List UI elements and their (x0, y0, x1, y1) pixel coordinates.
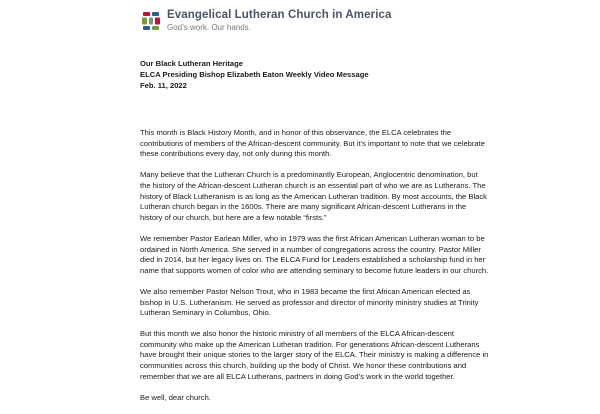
paragraph: Many believe that the Lutheran Church is a predominantly European, Anglocentric denomination, but the history of the African-descent Lutheran church is an essential part of who we are as Lutherans. The history of Black Lutheranism is as long as the American Lutheran tradition. By most accounts, the Black Lutheran church began in the 1600s. There are many significant African-descent Lutherans in the history of our church, but here are a few notable “firsts.” (140, 170, 487, 222)
letterhead (140, 10, 392, 32)
document-subtitle: ELCA Presiding Bishop Elizabeth Eaton Weekly Video Message (140, 70, 369, 79)
paragraph: But this month we also honor the historic ministry of all members of the ELCA African-descent community who make up the American Lutheran tradition. For generations African-descent Lutherans have brought their unique stories to the larger story of the ELCA. Their ministry is making a difference in communities across this church, building up the body of Christ. We honor these contributions and remember that we are all ELCA Lutherans, partners in doing God’s work in the world together. (140, 329, 489, 381)
document-heading (140, 58, 369, 91)
organization-name: Evangelical Lutheran Church in America (167, 9, 392, 21)
paragraph: We also remember Pastor Nelson Trout, who in 1983 became the first African American elected as bishop in U.S. Lutheranism. He served as professor and director of minority ministry studies at Trinity Lutheran Seminary in Columbus, Ohio. (140, 286, 479, 318)
elca-cross-logo-icon (140, 10, 162, 32)
document-date: Feb. 11, 2022 (140, 81, 187, 90)
document-title: Our Black Lutheran Heritage (140, 59, 243, 68)
paragraph: This month is Black History Month, and in honor of this observance, the ELCA celebrates the contributions of members of the African-descent community. But it’s important to note that we celebrate these contributions every day, not only during this month. (140, 128, 485, 159)
organization-block (167, 10, 392, 32)
closing-line: Be well, dear church. (140, 392, 211, 402)
paragraph: We remember Pastor Earlean Miller, who in 1979 was the first African American Lutheran woman to be ordained in North America. She served in a number of congregations across the country. Pastor Miller died in 2014, but her legacy lives on. The ELCA Fund for Leaders established a scholarship fund in her name that supports women of color who are attending seminary to become future leaders in our church. (140, 233, 489, 275)
organization-tagline: God’s work. Our hands. (167, 22, 251, 32)
document-body (140, 128, 490, 414)
